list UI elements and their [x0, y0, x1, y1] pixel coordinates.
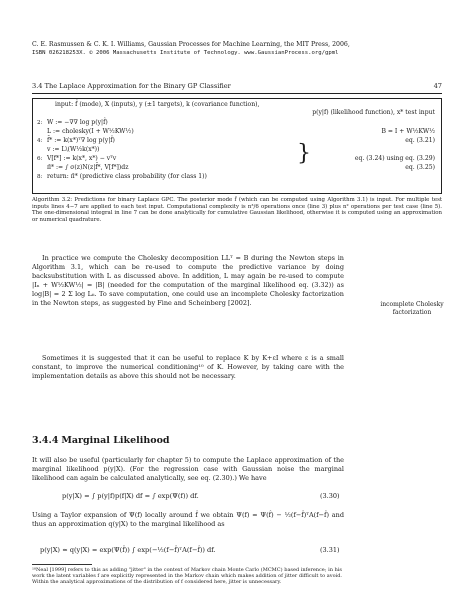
copyright-header	[32, 41, 442, 57]
footnote-rule	[32, 564, 92, 565]
algo-line: v := L\(W½k(x*))	[47, 146, 100, 153]
footnote: ¹⁰Neal [1999] refers to this as adding "jitter" in the context of Markov chain Monte Carlo (MCMC) based inference; in his work the latent variables f are explicitly represented in the Markov chain which makes addition of jitter difficult to avoid. Within the analytical approximations of the distribution of f considered here, jitter is unnecessary.	[32, 567, 342, 585]
header-line-2: ISBN 026218253X. © 2006 Massachusetts Institute of Technology. www.GaussianProcess.org/gpml	[32, 50, 339, 57]
paragraph-cholesky: In practice we compute the Cholesky decomposition LLᵀ = B during the Newton steps in Algorithm 3.1, which can be re-used to compute the predictive variance by doing backsubstitution with L as discussed above. In addition, L may again be re-used to compute |Iₙ + W½KW½| = |B| (needed for the computation of the marginal likelihood eq. (3.32)) as log|B| = 2 Σ log Lᵢᵢ. To save computation, one could use an incomplete Cholesky factorization in the Newton steps, as suggested by Fine and Scheinberg [2002].	[32, 254, 344, 308]
equation-3-31: p(y|X) ≃ q(y|X) = exp(Ψ(f̂)) ∫ exp(−½(f−f̂)ᵀA(f−f̂)) df.	[40, 546, 216, 554]
algo-line: L := cholesky(I + W½KW½) B = I + W½KW½	[47, 128, 435, 135]
subsection-number: 3.4.4	[32, 435, 59, 446]
paragraph-taylor: Using a Taylor expansion of Ψ(f) locally around f̂ we obtain Ψ(f) ≃ Ψ(f̂) − ½(f−f̂)ᵀA(f−f̂) and thus an approximation q(y|X) to the marginal likelihood as	[32, 511, 344, 529]
algorithm-box	[32, 98, 442, 194]
page-number: 47	[433, 82, 442, 90]
algorithm-caption: Algorithm 3.2: Predictions for binary Laplace GPC. The posterior mode f̂ (which can be computed using Algorithm 3.1) is input. For multiple test inputs lines 4−7 are applied to each test input. Computational complexity is n³/6 operations once (line 3) plus n² operations per test case (line 5). The one-dimensional integral in line 7 can be done analytically for cumulative Gaussian likelihood, otherwise it is computed using an approximation or numerical quadrature.	[32, 197, 442, 223]
running-head-rule	[32, 93, 442, 94]
algo-input-line-2: p(y|f) (likelihood function), x* test input	[312, 109, 435, 116]
paragraph-jitter: Sometimes it is suggested that it can be useful to replace K by K+εI where ε is a small constant, to improve the numerical conditioning¹⁰ of K. However, by taking care with the implementation details as above this should not be necessary.	[32, 354, 344, 381]
brace-glyph: }	[297, 141, 311, 166]
algo-line: π̄* := ∫ σ(z)N(z|f̄*, V[f*])dz eq. (3.25)	[47, 164, 435, 171]
equation-3-30: p(y|X) = ∫ p(y|f)p(f|X) df = ∫ exp(Ψ(f)) df.	[62, 492, 199, 500]
algo-line: 2: W := −∇∇ log p(y|f̂)	[37, 119, 108, 126]
section-title: 3.4 The Laplace Approximation for the Binary GP Classifier	[32, 82, 231, 90]
algo-input-line: input: f̂ (mode), X (inputs), y (±1 targets), k (covariance function),	[55, 101, 260, 108]
algo-line: 4: f̄* := k(x*)ᵀ∇ log p(y|f̂) eq. (3.21)	[37, 137, 435, 144]
header-line-1: C. E. Rasmussen & C. K. I. Williams, Gaussian Processes for Machine Learning, the MIT Press, 2006,	[32, 41, 350, 48]
subsection-heading	[32, 435, 170, 446]
equation-number: (3.30)	[320, 492, 340, 500]
algo-line: 6: V[f*] := k(x*, x*) − vᵀv eq. (3.24) using eq. (3.29)	[37, 155, 435, 162]
equation-number: (3.31)	[320, 546, 340, 554]
running-head	[32, 82, 442, 92]
subsection-title: Marginal Likelihood	[61, 435, 170, 446]
algo-line: 8: return: π̄* (predictive class probability (for class 1))	[37, 173, 207, 180]
paragraph-marginal: It will also be useful (particularly for chapter 5) to compute the Laplace approximation of the marginal likelihood p(y|X). (For the regression case with Gaussian noise the marginal likelihood can again be calculated analytically, see eq. (2.30).) We have	[32, 456, 344, 483]
margin-note: incomplete Cholesky factorization	[380, 301, 444, 316]
